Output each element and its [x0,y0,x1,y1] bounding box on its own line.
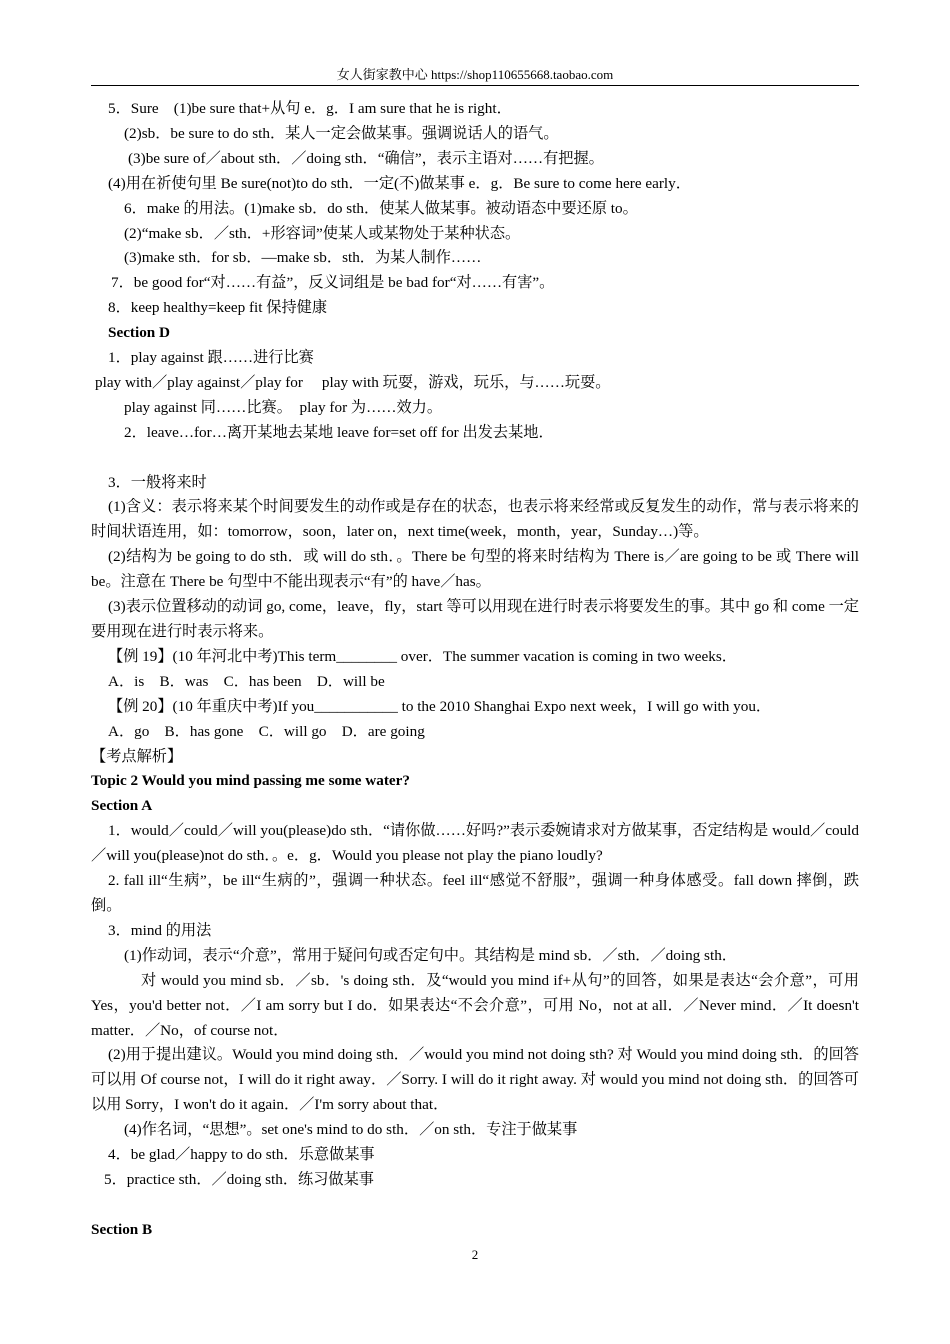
text-line: 1．play against 跟……进行比赛 [108,349,314,367]
blank-line [91,446,859,471]
page-number: 2 [471,1247,479,1262]
paragraph: 对 would you mind sb．／sb．'s doing sth．及“would you mind if+从句”的回答，如果是表达“会介意”，可用 Yes，you'd better not．／I am sorry but I do．如果表达“不会介意”，可用 No，not at all．／Never mind．／It doesn't matter．／No，of course not． [91,971,859,1039]
paragraph: 1．would／could／will you(please)do sth．“请你做……好吗?”表示委婉请求对方做某事，否定结构是 would／could／will you(please)not do sth．。e．g．Would you please not play the piano loudly? [91,822,859,865]
text-line: play with／play against／play for play with 玩耍，游戏，玩乐，与……玩耍。 [95,373,611,391]
text-line: play against 同……比赛。 play for 为……效力。 [124,398,443,416]
text-line: (3)make sth．for sb．—make sb．sth．为某人制作…… [124,249,482,267]
paragraph: (2)结构为 be going to do sth．或 will do sth．。There be 句型的将来时结构为 There is／are going to be 或 There will be。注意在 There be 句型中不能出现表示“有”的 have／has。 [91,548,859,591]
text-line: (2)sb．be sure to do sth．某人一定会做某事。强调说话人的语气。 [124,124,559,142]
text-line: 7．be good for“对……有益”，反义词组是 be bad for“对……有害”。 [111,274,555,292]
example-options: A．is B．was C．has been D．will be [108,672,385,690]
paragraph: 2. fall ill“生病”，be ill“生病的”，强调一种状态。feel ill“感觉不舒服”，强调一种身体感受。fall down 摔倒，跌倒。 [91,872,859,914]
blank-line [91,1193,859,1218]
text-line: 【考点解析】 [91,747,183,765]
section-heading: Section D [108,324,171,342]
paragraph: (1)含义：表示将来某个时间要发生的动作或是存在的状态，也表示将来经常或反复发生的动作，常与表示将来的时间状语连用，如：tomorrow，soon，later on，next time(week，month，year，Sunday…)等。 [91,498,859,541]
section-heading: Section A [91,797,153,815]
text-line: (3)be sure of／about sth．／doing sth．“确信”，表示主语对……有把握。 [128,149,604,167]
topic-heading: Topic 2 Would you mind passing me some water? [91,772,410,790]
text-line: (2)“make sb．／sth．+形容词”使某人或某物处于某种状态。 [124,224,521,242]
paragraph: (3)表示位置移动的动词 go, come，leave，fly，start 等可以用现在进行时表示将要发生的事。其中 go 和 come 一定要用现在进行时表示将来。 [91,598,859,641]
document-body [91,97,859,1243]
text-line: (4)用在祈使句里 Be sure(not)to do sth．一定(不)做某事 e．g．Be sure to come here early． [108,174,691,192]
example-question: 【例 19】(10 年河北中考)This term________ over．The summer vacation is coming in two weeks． [108,647,737,665]
text-line: 6．make 的用法。(1)make sb．do sth．使某人做某事。被动语态中要还原 to。 [124,199,638,217]
example-question: 【例 20】(10 年重庆中考)If you___________ to the 2010 Shanghai Expo next week，I will go with you． [108,697,772,715]
text-line: 3．mind 的用法 [108,921,212,939]
text-line: 8．keep healthy=keep fit 保持健康 [108,299,328,317]
example-options: A．go B．has gone C．will go D．are going [108,722,425,740]
section-heading: Section B [91,1220,153,1238]
text-line: 5．practice sth．／doing sth．练习做某事 [104,1170,374,1188]
page-header: 女人街家教中心 https://shop110655668.taobao.com [336,67,614,82]
text-line: 5．Sure (1)be sure that+从句 e．g．I am sure that he is right． [108,100,512,117]
text-line: (4)作名词，“思想”。set one's mind to do sth．／on sth．专注于做某事 [124,1121,578,1139]
paragraph: (2)用于提出建议。Would you mind doing sth．／would you mind not doing sth? 对 Would you mind doing sth．的回答可以用 Of course not，I will do it right away．／Sorry. I will do it right away. 对 would you mind not doing sth．的回答可以用 Sorry，I won't do it again．／I'm sorry about that． [91,1046,859,1114]
text-line: (1)作动词，表示“介意”，常用于疑问句或否定句中。其结构是 mind sb．／sth．／doing sth． [124,946,737,964]
header-divider [91,85,859,86]
text-line: 2．leave…for…离开某地去某地 leave for=set off for 出发去某地． [124,423,554,441]
text-line: 4．be glad／happy to do sth．乐意做某事 [108,1146,375,1164]
text-line: 3．一般将来时 [108,473,207,491]
